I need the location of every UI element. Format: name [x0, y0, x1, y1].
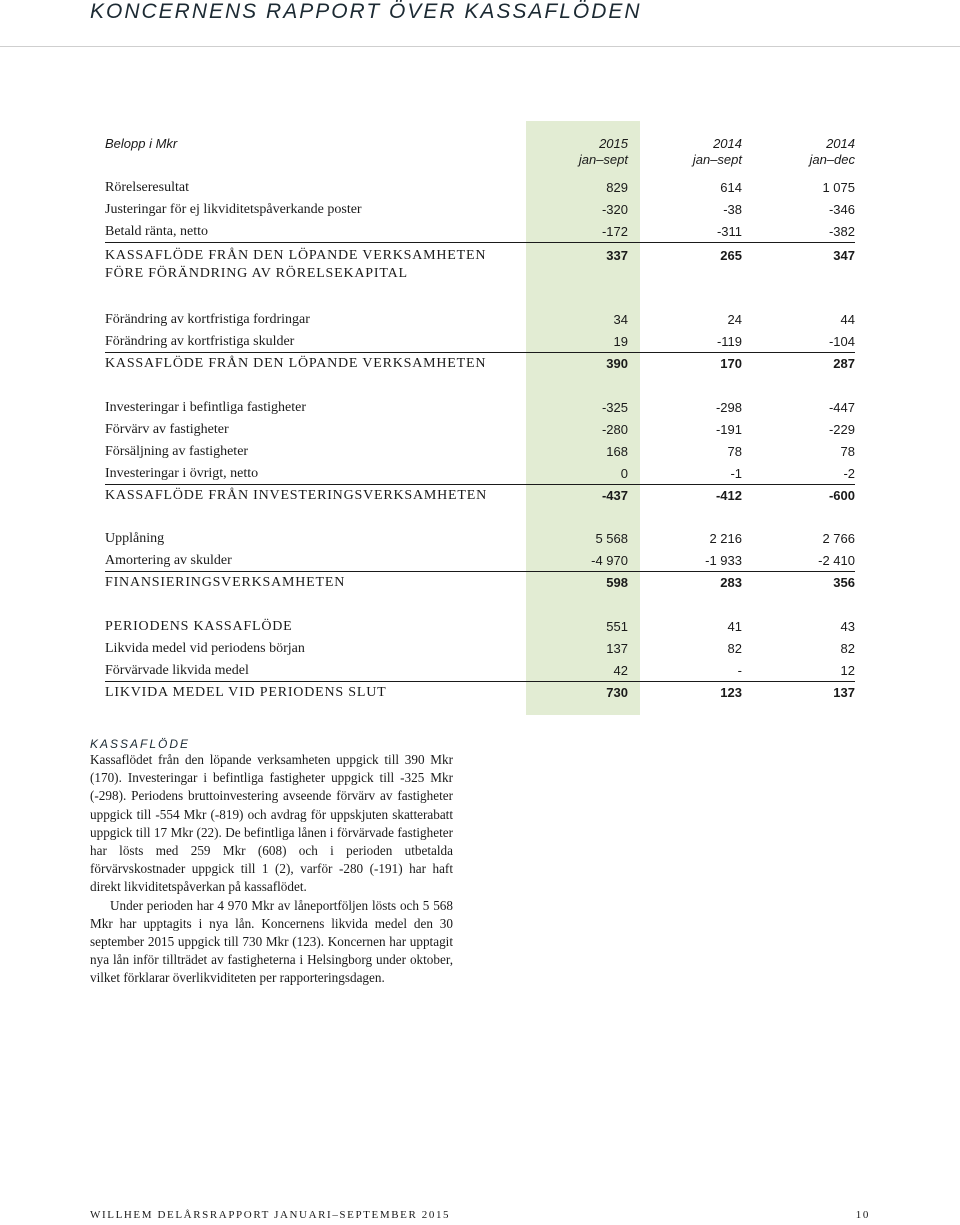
value-2014-jan-dec: 78: [840, 444, 855, 459]
table-row: [105, 638, 855, 660]
value-2015-jan-sept: -320: [601, 202, 628, 217]
page-header: [0, 0, 960, 47]
value-2014-jan-sept: 265: [720, 248, 742, 263]
value-2014-jan-sept: -119: [716, 334, 742, 349]
value-2015-jan-sept: 551: [606, 619, 628, 634]
value-2015-jan-sept: 5 568: [595, 531, 628, 546]
value-2014-jan-dec: 44: [840, 312, 855, 327]
table-row: [105, 309, 855, 331]
row-label: Rörelseresultat: [105, 180, 189, 195]
row-label: Betald ränta, netto: [105, 224, 209, 239]
value-2015-jan-sept: 42: [613, 663, 628, 678]
value-2014-jan-sept: -412: [715, 488, 742, 503]
value-2015-jan-sept: 34: [613, 312, 628, 327]
value-2015-jan-sept: 168: [606, 444, 628, 459]
section-heading: KASSAFLÖDE: [90, 737, 191, 751]
table-row-subtotal: [105, 245, 855, 285]
value-2014-jan-dec: -229: [828, 422, 855, 437]
row-label: Investeringar i befintliga fastigheter: [105, 400, 306, 415]
row-label: PERIODENS KASSAFLÖDE: [105, 619, 293, 634]
value-2014-jan-dec: 1 075: [822, 180, 855, 195]
value-2014-jan-sept: 41: [727, 619, 742, 634]
table-row: [105, 660, 855, 682]
row-label: Justeringar för ej likviditetspåverkande poster: [105, 202, 362, 217]
value-2014-jan-sept: 82: [727, 641, 742, 656]
table-row: [105, 550, 855, 572]
table-row: [105, 199, 855, 221]
row-label: Upplåning: [105, 531, 165, 546]
row-label: KASSAFLÖDE FRÅN DEN LÖPANDE VERKSAMHETEN: [105, 248, 487, 263]
value-2015-jan-sept: 598: [606, 575, 628, 590]
table-row-subtotal: [105, 572, 855, 594]
paragraph: Kassaflödet från den löpande verksamheten uppgick till 390 Mkr (170). Investeringar i befintliga fastigheter uppgick till -325 Mkr (-298). Periodens bruttoinvestering avseende förvärv av fastigheter uppgick till -554 Mkr (-819) och avdrag för uppskjuten skatterabatt uppgick till 17 Mkr (22). De befintliga lånen i förvärvade fastigheter har lösts med 259 Mkr (608) och i perioden utbetalda förvärvskostnader uppgick till 1 (2), varför -280 (-191) har haft direkt likviditetspåverkan på kassaflödet.: [90, 752, 453, 895]
value-2014-jan-dec: -2: [843, 466, 855, 481]
paragraph: Under perioden har 4 970 Mkr av låneportföljen lösts och 5 568 Mkr har upptagits i nya lån. Koncernens likvida medel den 30 september 2015 uppgick till 730 Mkr (123). Koncernen har upptagit nya lån inför tillträdet av fastigheterna i Helsingborg under oktober, vilket förklarar överlikviditeten per rapporteringsdagen.: [90, 897, 453, 986]
value-2015-jan-sept: 390: [606, 356, 628, 371]
value-2014-jan-sept: 283: [720, 575, 742, 590]
table-row: [105, 397, 855, 419]
value-2014-jan-dec: -2 410: [818, 553, 855, 568]
column-header-period: jan–sept: [692, 152, 742, 167]
value-2015-jan-sept: -325: [601, 400, 628, 415]
table-row-subtotal: [105, 353, 855, 375]
row-label: KASSAFLÖDE FRÅN DEN LÖPANDE VERKSAMHETEN: [105, 356, 487, 371]
value-2015-jan-sept: -280: [601, 422, 628, 437]
footer-report-title: WILLHEM DELÅRSRAPPORT JANUARI–SEPTEMBER 2015: [90, 1209, 451, 1221]
value-2014-jan-dec: 356: [833, 575, 855, 590]
table-rule: [105, 681, 855, 682]
column-header-year: 2014: [713, 136, 742, 151]
value-2014-jan-dec: 347: [833, 248, 855, 263]
value-2014-jan-sept: 24: [727, 312, 742, 327]
table-row: [105, 463, 855, 485]
value-2015-jan-sept: -437: [601, 488, 628, 503]
row-label: Amortering av skulder: [105, 553, 232, 568]
row-label: Förändring av kortfristiga skulder: [105, 334, 295, 349]
value-2014-jan-dec: -104: [828, 334, 855, 349]
value-2014-jan-dec: 82: [840, 641, 855, 656]
value-2014-jan-dec: 43: [840, 619, 855, 634]
table-rule: [105, 484, 855, 485]
row-label-continued: FÖRE FÖRÄNDRING AV RÖRELSEKAPITAL: [105, 266, 408, 281]
value-2014-jan-sept: 2 216: [709, 531, 742, 546]
value-2015-jan-sept: 0: [620, 466, 628, 481]
value-2014-jan-sept: 123: [720, 685, 742, 700]
column-header-period: jan–dec: [809, 152, 855, 167]
value-2014-jan-sept: -38: [723, 202, 742, 217]
table-row-total: [105, 682, 855, 704]
value-2014-jan-dec: 287: [833, 356, 855, 371]
value-2014-jan-sept: -1 933: [705, 553, 742, 568]
row-label: FINANSIERINGSVERKSAMHETEN: [105, 575, 346, 590]
column-header-year: 2015: [599, 136, 628, 151]
table-row: [105, 528, 855, 550]
value-2014-jan-sept: 614: [720, 180, 742, 195]
row-label: Försäljning av fastigheter: [105, 444, 249, 459]
column-header-year: 2014: [826, 136, 855, 151]
value-2015-jan-sept: 137: [606, 641, 628, 656]
row-label: Förvärvade likvida medel: [105, 663, 249, 678]
value-2014-jan-sept: -1: [730, 466, 742, 481]
value-2014-jan-dec: -346: [828, 202, 855, 217]
page-title: KONCERNENS RAPPORT ÖVER KASSAFLÖDEN: [90, 0, 642, 23]
value-2014-jan-dec: 137: [833, 685, 855, 700]
table-rule: [105, 571, 855, 572]
row-label: Förändring av kortfristiga fordringar: [105, 312, 310, 327]
column-header-period: jan–sept: [578, 152, 628, 167]
value-2014-jan-dec: 12: [840, 663, 855, 678]
table-row: [105, 221, 855, 243]
value-2014-jan-sept: -311: [716, 224, 742, 239]
table-rule: [105, 352, 855, 353]
value-2014-jan-sept: -298: [715, 400, 742, 415]
table-row: [105, 177, 855, 199]
table-row: [105, 616, 855, 638]
value-2014-jan-dec: 2 766: [822, 531, 855, 546]
table-row: [105, 419, 855, 441]
value-2015-jan-sept: 829: [606, 180, 628, 195]
row-label: Investeringar i övrigt, netto: [105, 466, 259, 481]
row-label: Förvärv av fastigheter: [105, 422, 229, 437]
value-2014-jan-sept: -: [737, 663, 742, 678]
table-row-subtotal: [105, 485, 855, 507]
value-2015-jan-sept: -4 970: [591, 553, 628, 568]
section-body: [90, 751, 453, 988]
value-2014-jan-sept: -191: [715, 422, 742, 437]
table-rule: [105, 242, 855, 243]
row-label: KASSAFLÖDE FRÅN INVESTERINGSVERKSAMHETEN: [105, 488, 488, 503]
value-2015-jan-sept: -172: [601, 224, 628, 239]
table-row: [105, 441, 855, 463]
table-row: [105, 331, 855, 353]
value-2015-jan-sept: 730: [606, 685, 628, 700]
value-2014-jan-sept: 170: [720, 356, 742, 371]
value-2014-jan-dec: -447: [828, 400, 855, 415]
page-number: 10: [855, 1209, 870, 1221]
value-2015-jan-sept: 337: [606, 248, 628, 263]
value-2014-jan-sept: 78: [727, 444, 742, 459]
table-header-label: Belopp i Mkr: [105, 136, 178, 151]
value-2015-jan-sept: 19: [613, 334, 628, 349]
value-2014-jan-dec: -382: [828, 224, 855, 239]
value-2014-jan-dec: -600: [828, 488, 855, 503]
row-label: LIKVIDA MEDEL VID PERIODENS SLUT: [105, 685, 387, 700]
row-label: Likvida medel vid periodens början: [105, 641, 305, 656]
